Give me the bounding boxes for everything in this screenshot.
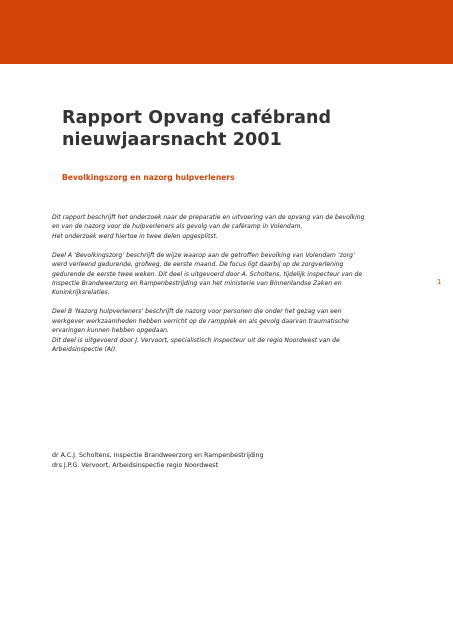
text-line: Inspectie Brandweerzorg en Rampenbestrijding van het ministerie van Binnenlandse Zaken en: [52, 280, 342, 288]
text-line: Koninkrijksrelaties.: [52, 289, 110, 297]
text-line: Het onderzoek werd hiertoe in twee delen opgesplitst.: [52, 232, 218, 240]
text-line: ervaringen kunnen hebben opgedaan.: [52, 327, 169, 335]
document-title: [62, 107, 402, 151]
text-line: Dit deel is uitgevoerd door J. Vervoort, specialistisch inspecteur uit de regio Noordwest van de: [52, 336, 340, 344]
title-line-1: Rapport Opvang cafébrand: [62, 108, 332, 128]
text-line: werd verleend gedurende, grofweg, de eerste maand. De focus ligt daarbij op de zorgverlening: [52, 261, 344, 269]
paragraph-overview: [52, 213, 412, 241]
text-line: gedurende de eerste twee weken. Dit deel is uitgevoerd door A. Scholtens, tijdelijk inspecteur van de: [52, 270, 363, 278]
author-line: drs J.P.G. Vervoort, Arbeidsinspectie regio Noordwest: [52, 461, 219, 469]
text-line: Arbeidsinspectie (AI).: [52, 346, 118, 354]
title-line-2: nieuwjaarsnacht 2001: [62, 130, 282, 150]
header-band: [0, 0, 453, 64]
text-line: Deel A ‘Bevolkingszorg’ beschrijft de wijze waarop aan de getroffen bevolking van Volendam ‘zorg’: [52, 251, 355, 259]
document-subtitle: Bevolkingszorg en nazorg hulpverleners: [62, 173, 235, 182]
paragraph-part-a: [52, 251, 412, 298]
intro-text: [52, 213, 412, 364]
text-line: Deel B ‘Nazorg hulpverleners’ beschrijft de nazorg voor personen die onder het gezag van een: [52, 308, 342, 316]
text-line: werkgever werkzaamheden hebben verricht op de rampplek en als gevolg daarvan traumatische: [52, 317, 349, 325]
page-number: 1: [437, 278, 442, 286]
text-line: en van de nazorg voor de hulpverleners als gevolg van de caféramp in Volendam.: [52, 223, 303, 231]
author-line: dr A.C.J. Scholtens, Inspectie Brandweerzorg en Rampenbestrijding: [52, 452, 264, 459]
author-list: [52, 451, 412, 470]
paragraph-part-b: [52, 307, 412, 354]
text-line: Dit rapport beschrijft het onderzoek naar de preparatie en uitvoering van de opvang van de bevolking: [52, 214, 365, 221]
